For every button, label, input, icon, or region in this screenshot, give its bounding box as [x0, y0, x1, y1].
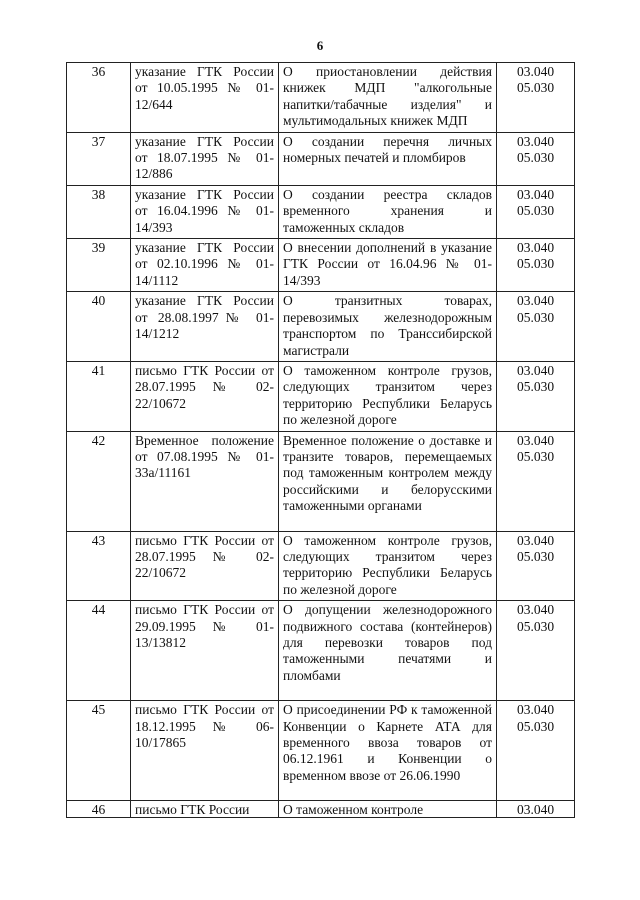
code: 03.040 [516, 532, 555, 548]
classification-codes [497, 185, 575, 238]
code: 05.030 [516, 548, 555, 564]
row-number: 42 [67, 431, 131, 531]
table-row [67, 531, 575, 601]
row-number: 44 [67, 601, 131, 701]
page-number: 6 [316, 38, 324, 53]
table-row [67, 185, 575, 238]
document-source: Временное положение от 07.08.1995 № 01-33а/11161 [131, 431, 279, 531]
row-number: 46 [67, 801, 131, 818]
code: 05.030 [516, 150, 555, 166]
document-source: письмо ГТК России [131, 801, 279, 818]
row-number: 45 [67, 701, 131, 801]
table-row [67, 63, 575, 133]
row-number: 39 [67, 239, 131, 292]
document-description: О создании перечня личных номерных печатей и пломбиров [279, 132, 497, 185]
code: 05.030 [516, 379, 555, 395]
table-row [67, 431, 575, 531]
document-description: О таможенном контроле грузов, следующих транзитом через территорию Республики Беларусь по железной дороге [279, 531, 497, 601]
classification-codes [497, 701, 575, 801]
code: 05.030 [516, 448, 555, 464]
document-description: Временное положение о доставке и транзите товаров, перемещаемых под таможенным контролем между российскими и белорусскими таможенными органами [279, 431, 497, 531]
classification-codes [497, 431, 575, 531]
document-description: О таможенном контроле [279, 801, 497, 818]
code: 05.030 [516, 203, 555, 219]
classification-codes [497, 531, 575, 601]
code: 03.040 [516, 186, 555, 202]
document-description: О допущении железнодорожного подвижного состава (контейнеров) для перевозки товаров под таможенными печатями и пломбами [279, 601, 497, 701]
document-source: указание ГТК России от 02.10.1996 № 01-14/1112 [131, 239, 279, 292]
document-description: О создании реестра складов временного хранения и таможенных складов [279, 185, 497, 238]
code: 03.040 [516, 293, 555, 309]
table-row [67, 239, 575, 292]
row-number: 38 [67, 185, 131, 238]
document-source: указание ГТК России от 18.07.1995 № 01-12/886 [131, 132, 279, 185]
code: 03.040 [516, 602, 555, 618]
document-table [66, 62, 575, 818]
code: 03.040 [516, 64, 555, 79]
classification-codes [497, 132, 575, 185]
row-number: 43 [67, 531, 131, 601]
classification-codes [497, 801, 575, 818]
classification-codes [497, 361, 575, 431]
document-source: письмо ГТК России от 18.12.1995 № 06-10/17865 [131, 701, 279, 801]
document-description: О внесении дополнений в указание ГТК России от 16.04.96 № 01-14/393 [279, 239, 497, 292]
classification-codes [497, 601, 575, 701]
table-row [67, 701, 575, 801]
table-row [67, 292, 575, 362]
document-description: О присоединении РФ к таможенной Конвенции о Карнете АТА для временного ввоза товаров от 06.12.1961 и Конвенции о временном ввозе от 26.06.1990 [279, 701, 497, 801]
document-source: указание ГТК России от 10.05.1995 № 01-12/644 [131, 63, 279, 133]
row-number: 37 [67, 132, 131, 185]
code: 03.040 [516, 802, 555, 817]
code: 05.030 [516, 618, 555, 634]
document-source: письмо ГТК России от 28.07.1995 № 02-22/10672 [131, 531, 279, 601]
code: 03.040 [516, 133, 555, 149]
classification-codes [497, 292, 575, 362]
document-description: О транзитных товарах, перевозимых железнодорожным транспортом по Транссибирской магистрали [279, 292, 497, 362]
row-number: 36 [67, 63, 131, 133]
document-description: О приостановлении действия книжек МДП "алкогольные напитки/табачные изделия" и мультимодальных книжек МДП [279, 63, 497, 133]
code: 03.040 [516, 362, 555, 378]
code: 05.030 [516, 309, 555, 325]
document-source: указание ГТК России от 28.08.1997№ 01-14/1212 [131, 292, 279, 362]
code: 03.040 [516, 702, 555, 718]
row-number: 41 [67, 361, 131, 431]
code: 05.030 [516, 718, 555, 734]
code: 05.030 [516, 80, 555, 96]
table-row-partial [67, 801, 575, 818]
document-description: О таможенном контроле грузов, следующих транзитом через территорию Республики Беларусь по железной дороге [279, 361, 497, 431]
code: 03.040 [516, 432, 555, 448]
code: 03.040 [516, 240, 555, 256]
table-row [67, 361, 575, 431]
document-source: письмо ГТК России от 29.09.1995 № 01-13/13812 [131, 601, 279, 701]
document-source: письмо ГТК России от 28.07.1995 № 02-22/10672 [131, 361, 279, 431]
table-row [67, 132, 575, 185]
row-number: 40 [67, 292, 131, 362]
table-row [67, 601, 575, 701]
code: 05.030 [516, 256, 555, 272]
document-source: указание ГТК России от 16.04.1996 № 01-14/393 [131, 185, 279, 238]
classification-codes [497, 239, 575, 292]
classification-codes [497, 63, 575, 133]
